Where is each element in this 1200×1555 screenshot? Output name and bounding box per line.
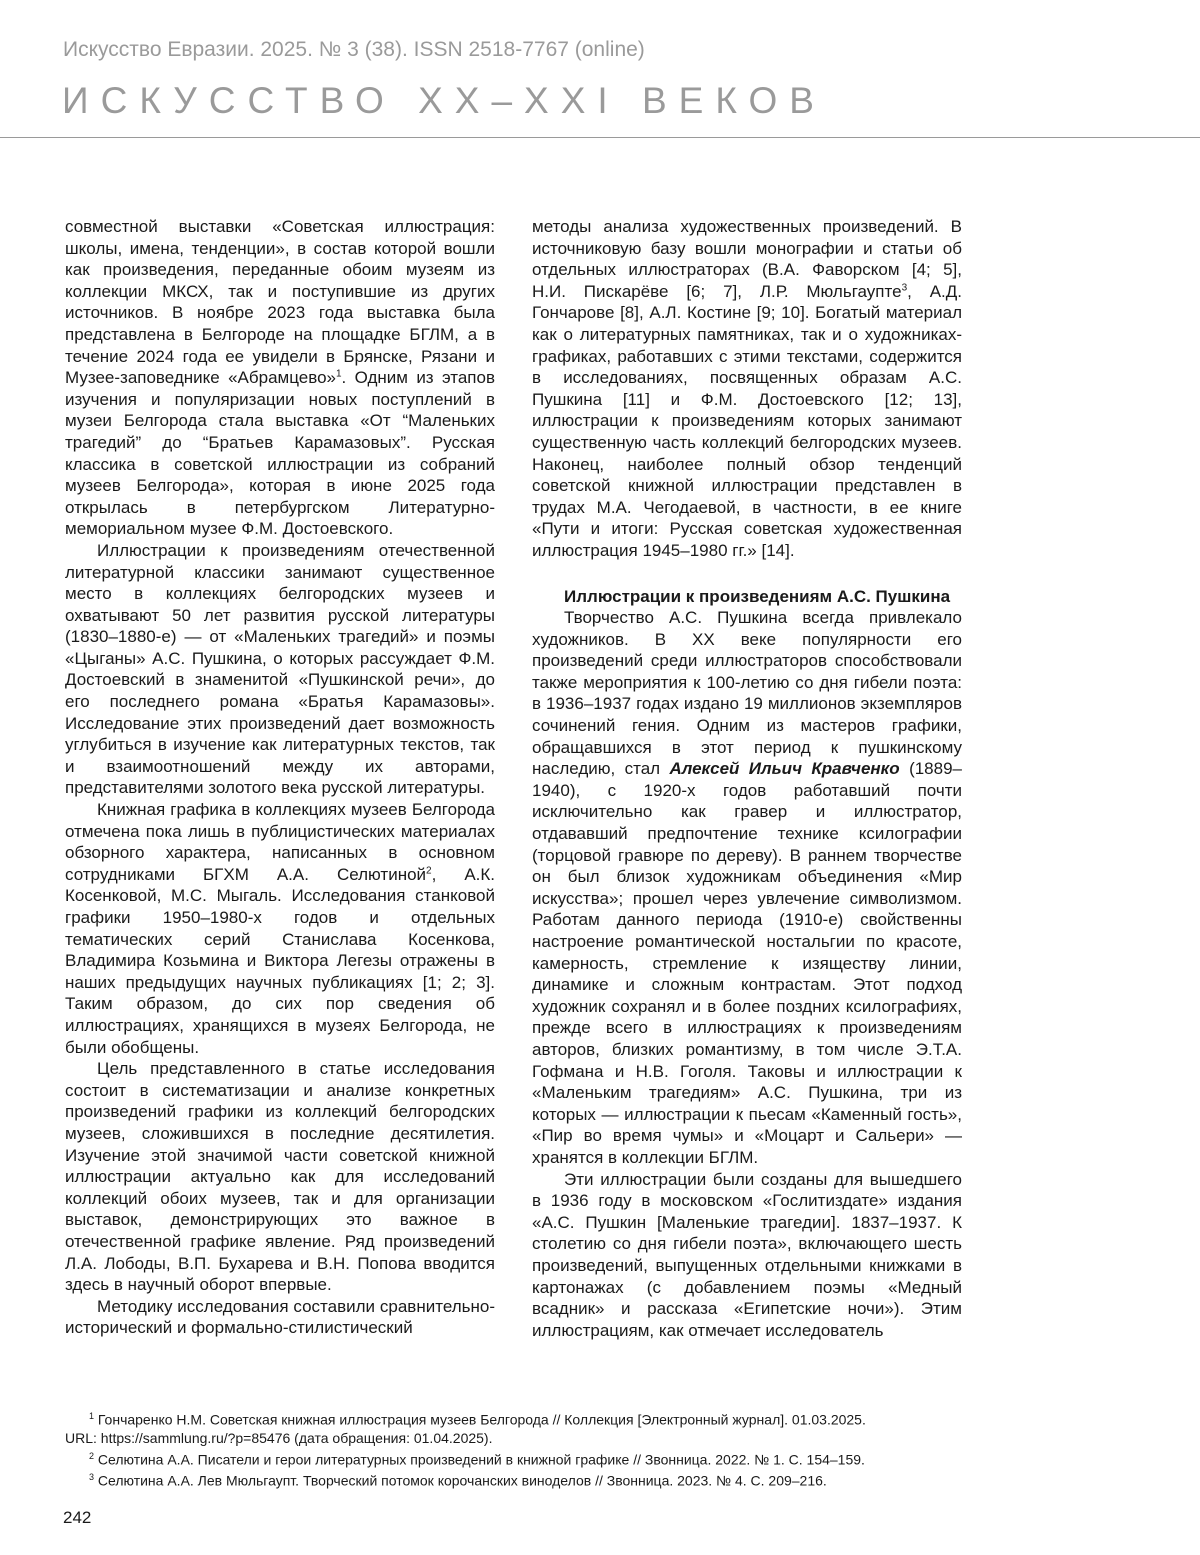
footnote: $^3$ Селютина А.А. Лев Мюльгаупт. Творческий потомок корочанских виноделов // Звонница. 2023. № 4. С. 209–216. bbox=[89, 1472, 827, 1489]
paragraph: Эти иллюстрации были созданы для вышедшего в 1936 году в московском «Гослитиздате» издания «А.С. Пушкин [Маленькие трагедии]. 1837–1937. К столетию со дня гибели поэта», включающего шесть произведений, выпущенных отдельными книжками в картонажах (с добавлением поэмы «Медный всадник» и рассказа «Египетские ночи»). Этим иллюстрациям, как отмечает исследователь bbox=[532, 1169, 962, 1340]
paragraph: Творчество А.С. Пушкина всегда привлекало художников. В XX веке популярности его произведений среди иллюстраторов способствовали также мероприятия к 100-летию со дня гибели поэта: в 1936–1937 годах издано 19 миллионов экземпляров сочинений гения. Одним из мастеров графики, обращавшихся в этот период к пушкинскому наследию, стал Алексей Ильич Кравченко (1889–1940), с 1920-х годов работавший почти исключительно как гравер и иллюстратор, отдававший предпочтение технике ксилографии (торцовой гравюре по дереву). В раннем творчестве он был близок художникам объединения «Мир искусства»; прошел через увлечение символизмом. Работам данного периода (1910-е) свойственны настроение романтической ностальгии по красоте, камерность, стремление к изяществу линии, динамике и сложным контрастам. Этот подход художник сохранял и в более поздних ксилографиях, прежде всего в иллюстрациях к произведениям авторов, близких романтизму, в том числе Э.Т.А. Гофмана и Н.В. Гоголя. Таковы и иллюстрации к «Маленьким трагедиям» А.С. Пушкина, три из которых — иллюстрации к пьесам «Каменный гость», «Пир во время чумы» и «Моцарт и Сальери» — хранятся в коллекции БГЛМ. bbox=[532, 608, 962, 1167]
footnote: $^1$ Гончаренко Н.М. Советская книжная иллюстрация музеев Белгорода // Коллекция [Электронный журнал]. 01.03.2025. bbox=[89, 1411, 866, 1428]
paragraph: совместной выставки «Советская иллюстрация: школы, имена, тенденции», в состав которой вошли как произведения, переданные обоим музеям из коллекции МКСХ, так и поступившие из других источников. В ноябре 2023 года выставка была представлена в Белгороде на площадке БГЛМ, а в течение 2024 года ее увидели в Брянске, Рязани и Музее-заповеднике «Абрамцево»$^1$. Одним из этапов изучения и популяризации новых поступлений в музеи Белгорода стала выставка «От “Маленьких трагедий” до “Братьев Карамазовых”. Русская классика в советской иллюстрации из собраний музеев Белгорода», которая в июне 2025 года открылась в петербургском Литературно-мемориальном музее Ф.М. Достоевского. bbox=[65, 217, 495, 539]
footnotes bbox=[65, 1407, 965, 1490]
footnote-url[interactable]: URL: https://sammlung.ru/?p=85476 (дата обращения: 01.04.2025). bbox=[65, 1429, 493, 1446]
paragraph: Цель представленного в статье исследования состоит в систематизации и анализе конкретных произведений графики из коллекций белгородских музеев, сложившихся в последние десятилетия. Изучение этой значимой части советской книжной иллюстрации актуально как для исследований коллекций обоих музеев, так и для организации выставок, демонстрирующих это важное в отечественной графике явление. Ряд произведений Л.А. Лободы, В.П. Бухарева и В.Н. Попова вводится здесь в научный оборот впервые. bbox=[65, 1059, 495, 1295]
section-title: ИСКУССТВО XX–XXI ВЕКОВ bbox=[62, 80, 826, 121]
paragraph: Иллюстрации к произведениям отечественной литературной классики занимают существенное место в коллекциях белгородских музеев и охватывают 50 лет развития русской литературы (1830–1880-е) — от «Маленьких трагедий» и поэмы «Цыганы» А.С. Пушкина, о которых рассуждает Ф.М. Достоевский в знаменитой «Пушкинской речи», до его последнего романа «Братья Карамазовы». Исследование этих произведений дает возможность углубиться в изучение как литературных текстов, так и взаимоотношений между их авторами, представителями золотого века русской литературы. bbox=[65, 540, 495, 798]
paragraph: Книжная графика в коллекциях музеев Белгорода отмечена пока лишь в публицистических материалах обзорного характера, написанных в основном сотрудниками БГХМ А.А. Селютиной$^2$, А.К. Косенковой, М.С. Мыгаль. Исследования станковой графики 1950–1980-х годов и отдельных тематических серий Станислава Косенкова, Владимира Козьмина и Виктора Легезы отражены в наших предыдущих научных публикациях [1; 2; 3]. Таким образом, до сих пор сведения об иллюстрациях, хранящихся в музеях Белгорода, не были обобщены. bbox=[65, 800, 496, 1057]
footnote: $^2$ Селютина А.А. Писатели и герои литературных произведений в книжной графике // Звонница. 2022. № 1. С. 154–159. bbox=[89, 1450, 865, 1468]
artist-name: Алексей Ильич Кравченко bbox=[669, 759, 900, 779]
paragraph: методы анализа художественных произведений. В источниковую базу вошли монографии и статьи об отдельных иллюстраторах (В.А. Фаворском [4; 5], Н.И. Пискарёве [6; 7], Л.Р. Мюльгаупте$^3$, А.Д. Гончарове [8], А.Л. Костине [9; 10]. Богатый материал как о литературных памятниках, так и о художниках-графиках, работавших с этими текстами, содержится в исследованиях, посвященных образам А.С. Пушкина [11] и Ф.М. Достоевского [12; 13], иллюстрации к произведениям которых занимают существенную часть коллекций белгородских музеев. Наконец, наиболее полный обзор тенденций советской книжной иллюстрации представлен в трудах М.А. Чегодаевой, в частности, в ее книге «Пути и итоги: Русская советская художественная иллюстрация 1945–1980 гг.» [14]. bbox=[532, 217, 962, 560]
left-column bbox=[65, 216, 495, 1339]
subheading: Иллюстрации к произведениям А.С. Пушкина bbox=[564, 586, 951, 606]
right-column bbox=[532, 216, 962, 1341]
footnote-ref[interactable]: 1 bbox=[335, 368, 342, 380]
journal-citation: Искусство Евразии. 2025. № 3 (38). ISSN 2518-7767 (online) bbox=[63, 38, 645, 61]
header-divider bbox=[0, 137, 1200, 138]
page-number: 242 bbox=[63, 1508, 92, 1527]
footnote-ref[interactable]: 2 bbox=[426, 865, 432, 877]
paragraph: Методику исследования составили сравнительно-исторический и формально-стилистический bbox=[65, 1296, 495, 1338]
footnote-ref[interactable]: 3 bbox=[901, 282, 908, 294]
